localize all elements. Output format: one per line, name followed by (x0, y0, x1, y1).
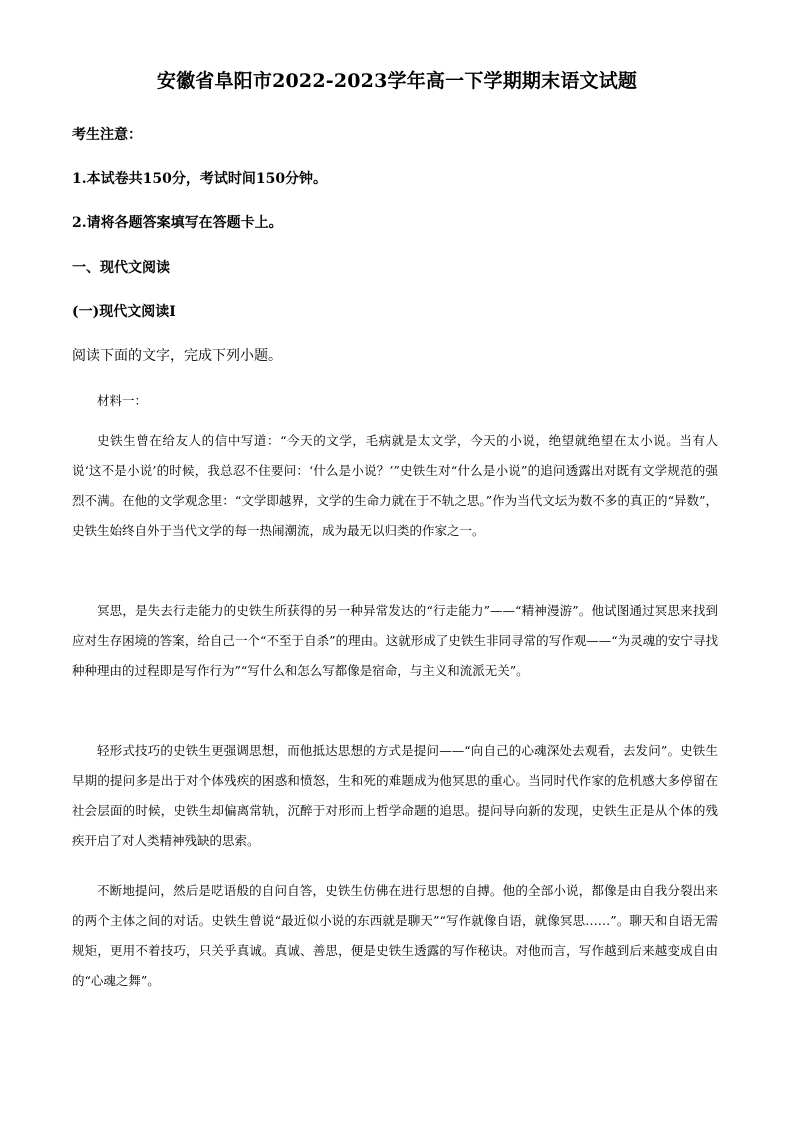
subsection-heading: (一)现代文阅读Ⅰ (72, 304, 176, 320)
material-label: 材料一： (97, 393, 148, 408)
paragraph-4: 不断地提问，然后是呓语般的自问自答，史铁生仿佛在进行思想的自搏。他的全部小说，都像是由自我分裂出来的两个主体之间的对话。史铁生曾说“最近似小说的东西就是聊天”“写作就像自语，就像冥思……”。聊天和自语无需规矩，更用不着技巧，只关乎真诚。真诚、善思，便是史铁生透露的写作秘诀。对他而言，写作越到后来越变成自由的“心魂之舞”。 (72, 883, 718, 988)
notice-heading: 考生注意： (72, 127, 142, 143)
paragraph-2: 冥思，是失去行走能力的史铁生所获得的另一种异常发达的“行走能力”——“精神漫游”。他试图通过冥思来找到应对生存困境的答案，给自己一个“不至于自杀”的理由。这就形成了史铁生非同寻常的写作观——“为灵魂的安宁寻找种种理由的过程即是写作行为”“写什么和怎么写都像是宿命，与主义和流派无关”。 (72, 603, 718, 678)
notice-item-1: 1.本试卷共150分，考试时间150分钟。 (72, 171, 328, 187)
notice-item-2: 2.请将各题答案填写在答题卡上。 (72, 215, 283, 231)
paragraph-1: 史铁生曾在给友人的信中写道：“今天的文学，毛病就是太文学，今天的小说，绝望就绝望在太小说。当有人说‘这不是小说’的时候，我总忍不住要问：‘什么是小说？’”史铁生对“什么是小说”的追问透露出对既有文学规范的强烈不满。在他的文学观念里：“文学即越界，文学的生命力就在于不轨之思。”作为当代文坛为数不多的真正的“异数”，史铁生始终自外于当代文学的每一热闹潮流，成为最无以归类的作家之一。 (72, 433, 718, 538)
reading-instruction: 阅读下面的文字，完成下列小题。 (72, 348, 282, 364)
paragraph-3: 轻形式技巧的史铁生更强调思想，而他抵达思想的方式是提问——“向自己的心魂深处去观看，去发问”。史铁生早期的提问多是出于对个体残疾的困惑和愤怒，生和死的难题成为他冥思的重心。当同时代作家的危机感大多停留在社会层面的时候，史铁生却偏离常轨，沉醉于对形而上哲学命题的追思。提问导向新的发现，史铁生正是从个体的残疾开启了对人类精神残缺的思索。 (72, 743, 718, 848)
page-title: 安徽省阜阳市2022-2023学年高一下学期期末语文试题 (156, 70, 638, 92)
section-heading: 一、现代文阅读 (72, 260, 170, 276)
